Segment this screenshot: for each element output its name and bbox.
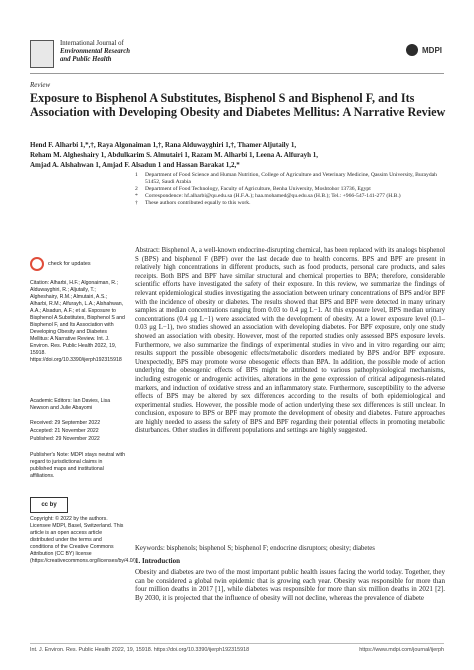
copyright-notice: Copyright: © 2022 by the authors. Licensee MDPI, Basel, Switzerland. This article is an open access article distributed under the terms and conditions of the Creative Commons Attribution (CC BY) license (https://creativecommons.org/licenses/by/4.0/). [30, 516, 138, 564]
cc-license-badge[interactable] [30, 497, 68, 513]
publisher-note: Publisher's Note: MDPI stays neutral with regard to jurisdictional claims in published maps and institutional affiliations. [30, 452, 125, 479]
authors-line: Amjad A. Alshahwan 1, Amjad F. Alsadun 1 and Hassan Barakat 1,2,* [30, 161, 240, 169]
page-footer [30, 647, 444, 653]
footer-divider [30, 643, 444, 644]
footer-citation[interactable]: Int. J. Environ. Res. Public Health 2022, 19, 15918. https://doi.org/10.3390/ijerph192315918 [30, 647, 250, 653]
check-updates-label: check for updates [48, 261, 91, 267]
affiliation-item: 2 Department of Food Technology, Faculty of Agriculture, Benha University, Moshtohor 13736, Egypt [135, 186, 371, 192]
authors-line: Hend F. Alharbi 1,*,†, Raya Algonaiman 1,†, Rana Alduwayghiri 1,†, Thamer Aljutaily 1, [30, 141, 297, 149]
author-list [30, 140, 446, 170]
publisher-logo [406, 44, 442, 56]
mdpi-icon [406, 44, 418, 56]
check-for-updates-badge[interactable] [30, 257, 91, 271]
update-check-icon [30, 257, 44, 271]
accepted-date: Accepted: 21 November 2022 [30, 428, 99, 434]
published-date: Published: 29 November 2022 [30, 436, 100, 442]
affiliation-item: † These authors contributed equally to this work. [135, 200, 251, 206]
affiliations [135, 172, 445, 207]
cc-by-icon: cc by [41, 502, 57, 508]
citation-block: Citation: Alharbi, H.F.; Algonaiman, R.; Alduwayghiri, R.; Aljutaily, T.; Algheshairy, R.M.; Almutairi, A.S.; Alharbi, R.M.; Alfurayh, L.A.; Alshahwan, A.A.; Alsadun, A.F.; et al. Exposure to Bisphenol A Substitutes, Bisphenol S and Bisphenol F, and Its Association with Developing Obesity and Diabetes Mellitus: A Narrative Review. Int. J. Environ. Res. Public Health 2022, 19, 15918. https://doi.org/10.3390/ijerph192315918 [30, 280, 125, 363]
authors-line: Reham M. Algheshairy 1, Abdulkarim S. Almutairi 1, Razam M. Alharbi 1, Leena A. Alfurayh 1, [30, 151, 318, 159]
footer-journal-link[interactable]: https://www.mdpi.com/journal/ijerph [359, 647, 444, 653]
abstract: Abstract: Bisphenol A, a well-known endocrine-disrupting chemical, has been replaced with its analogs bisphenol S (BPS) and bisphenol F (BPF) over the last decade due to health concerns. BPS and BPF are present in relatively high concentrations in different products, such as food products, personal care products, and sales receipts. Both BPS and BPF have similar structural and chemical properties to BPA; therefore, considerable scientific efforts have investigated the safety of their exposure. In this review, we summarize the findings of relevant epidemiological studies investigating the association between urinary concentrations of BPS and/or BPF with the incidence of obesity or diabetes. The results showed that BPS and BPF were detected in many urinary samples at median concentrations ranging from 0.03 to 0.4 μg L−1. At this exposure level, BPS median urinary concentrations (0.4 μg L−1) were associated with the development of obesity. At a lower exposure level (0.1–0.03 μg L−1), two studies showed an association with developing diabetes. For BPF exposure, only one study showed an association with obesity. However, most of the reported studies only assessed BPS exposure levels. Furthermore, we also summarize the findings of experimental studies in vivo and in vitro regarding our aim; results support the possible obesogenic effects/metabolic disorders mediated by BPS and/or BPF exposure. Unexpectedly, BPS may promote worse obesogenic effects than BPA. In addition, the possible mode of action underlying the obesogenic effects of BPS might be attributed to various pathophysiological mechanisms, including estrogenic or androgenic activities, alterations in the gene expression of critical adipogenesis-related markers, and induction of oxidative stress and an inflammatory state. Furthermore, susceptibility to the adverse effects of BPS may be altered by sex differences according to the results of both epidemiological and experimental studies. However, the possible mode of action underlying these sex differences is still unclear. In conclusion, exposure to BPS or BPF may promote the development of obesity and diabetes. Future approaches are highly needed to assess the safety of BPS and BPF regarding their potential effects in promoting metabolic disturbances. Other studies in different populations and settings are highly suggested. [135, 247, 445, 435]
journal-logo [30, 40, 54, 68]
article-title: Exposure to Bisphenol A Substitutes, Bisphenol S and Bisphenol F, and Its Association with Developing Obesity and Diabetes Mellitus: A Narrative Review [30, 91, 446, 119]
journal-line2: Environmental Research [60, 48, 131, 55]
section-heading: 1. Introduction [135, 557, 180, 565]
publisher-name: MDPI [422, 45, 442, 55]
academic-editors: Academic Editors: Ian Davies, Lisa Newson and Julie Abayomi [30, 398, 111, 411]
journal-name [60, 40, 260, 64]
journal-line3: and Public Health [60, 56, 112, 63]
journal-line1: International Journal of [60, 40, 124, 47]
introduction-paragraph: Obesity and diabetes are two of the most important public health issues facing the world today. Together, they can be considered a global twin epidemic that is growing each year. Obesity was responsible for more than four million deaths in 2017 [1], while diabetes was responsible for more than six million deaths in 2021 [2]. By 2030, it is projected that the influence of obesity will not decline, whereas the prevalence of diabete [135, 568, 445, 603]
keywords: Keywords: bisphenols; bisphenol S; bisphenol F; endocrine disruptors; obesity; diabetes [135, 545, 375, 552]
received-date: Received: 29 September 2022 [30, 420, 101, 426]
article-type: Review [30, 81, 51, 89]
affiliation-item: 1 Department of Food Science and Human Nutrition, College of Agriculture and Veterinary Medicine, Qassim University, Buraydah 51452, Saudi Arabia [135, 172, 437, 185]
affiliation-item: * Correspondence: hf.alharbi@qu.edu.sa (H.F.A.); haa.mohamed@qu.edu.sa (H.B.); Tel.: +966-547-141-277 (H.B.) [135, 193, 401, 199]
header-divider [30, 73, 444, 74]
